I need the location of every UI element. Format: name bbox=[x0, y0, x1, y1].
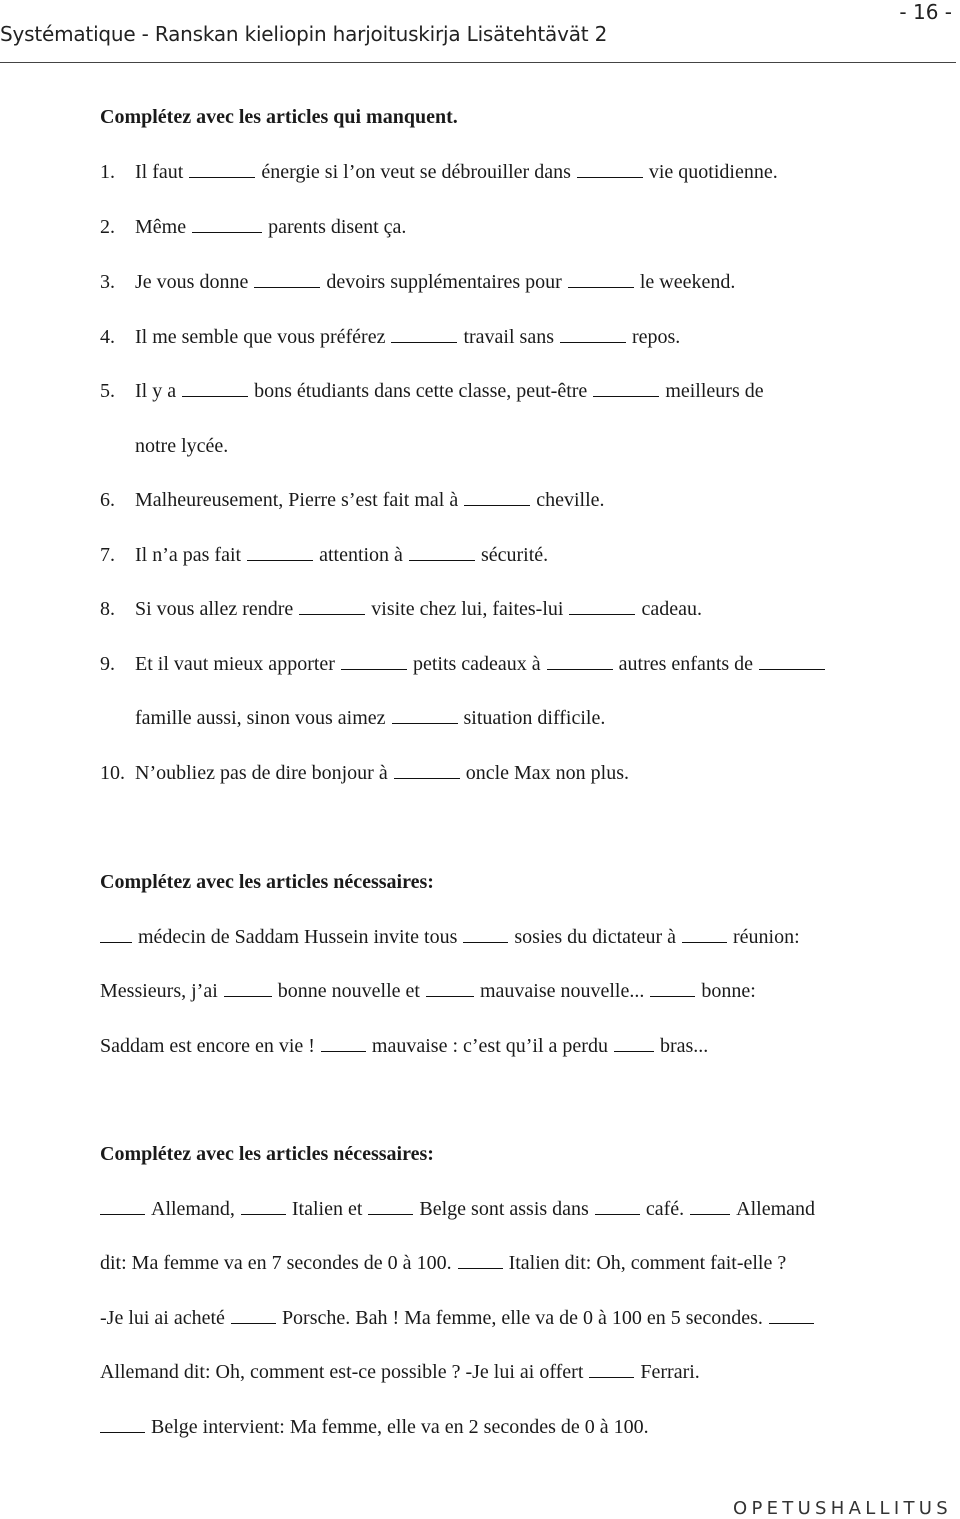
document-title: Systématique - Ranskan kieliopin harjoituskirja Lisätehtävät 2 bbox=[0, 22, 608, 46]
blank bbox=[547, 655, 613, 670]
exercise-text: bonne nouvelle et bbox=[277, 980, 420, 1002]
blank bbox=[568, 273, 634, 288]
item-text: autres enfants de bbox=[618, 653, 754, 675]
blank bbox=[299, 600, 365, 615]
blank bbox=[769, 1309, 814, 1324]
exercise-text: Saddam est encore en vie ! bbox=[100, 1035, 315, 1057]
exercise1-item-9-continued bbox=[135, 707, 605, 730]
exercise-text: bonne: bbox=[701, 980, 756, 1002]
item-text: N’oubliez pas de dire bonjour à bbox=[135, 762, 388, 784]
blank bbox=[231, 1309, 276, 1324]
item-text: sécurité. bbox=[480, 544, 549, 566]
exercise2-heading: Complétez avec les articles nécessaires: bbox=[100, 871, 434, 893]
blank bbox=[100, 1200, 145, 1215]
exercise-text: Allemand, bbox=[151, 1198, 235, 1220]
item-text: parents disent ça. bbox=[268, 216, 407, 238]
blank bbox=[321, 1037, 366, 1052]
exercise-text: mauvaise : c’est qu’il a perdu bbox=[371, 1035, 608, 1057]
item-number: 7. bbox=[100, 544, 115, 566]
blank bbox=[569, 600, 635, 615]
blank bbox=[241, 1200, 286, 1215]
exercise1-item-5 bbox=[100, 380, 764, 403]
exercise1-item-6 bbox=[100, 489, 605, 512]
exercise3-line-3 bbox=[100, 1307, 820, 1330]
exercise-text: dit: Ma femme va en 7 secondes de 0 à 100. bbox=[100, 1252, 452, 1274]
blank bbox=[100, 928, 132, 943]
blank bbox=[593, 382, 659, 397]
blank bbox=[247, 546, 313, 561]
blank bbox=[182, 382, 248, 397]
exercise1-item-8 bbox=[100, 598, 702, 621]
blank bbox=[224, 982, 272, 997]
item-text: Il y a bbox=[135, 380, 177, 402]
item-text: oncle Max non plus. bbox=[465, 762, 630, 784]
exercise1-item-2 bbox=[100, 216, 406, 239]
blank bbox=[254, 273, 320, 288]
publisher-logo: OPETUSHALLITUS bbox=[732, 1498, 952, 1519]
exercise3-line-4 bbox=[100, 1361, 700, 1384]
exercise-text: mauvaise nouvelle... bbox=[479, 980, 645, 1002]
exercise3-line-2 bbox=[100, 1252, 786, 1275]
item-text: Et il vaut mieux apporter bbox=[135, 653, 335, 675]
item-text: Je vous donne bbox=[135, 271, 249, 293]
exercise-text: Belge sont assis dans bbox=[419, 1198, 589, 1220]
blank bbox=[682, 928, 727, 943]
exercise-text: -Je lui ai acheté bbox=[100, 1307, 225, 1329]
blank bbox=[650, 982, 695, 997]
exercise-text: Allemand dit: Oh, comment est-ce possible ? -Je lui ai offert bbox=[100, 1361, 584, 1383]
exercise3-line-5 bbox=[100, 1416, 655, 1439]
blank bbox=[341, 655, 407, 670]
blank bbox=[426, 982, 474, 997]
item-text: Il n’a pas fait bbox=[135, 544, 242, 566]
item-text: Malheureusement, Pierre s’est fait mal à bbox=[135, 489, 459, 511]
item-text: Il faut bbox=[135, 161, 184, 183]
item-text: bons étudiants dans cette classe, peut-être bbox=[254, 380, 588, 402]
exercise-text: Messieurs, j’ai bbox=[100, 980, 218, 1002]
blank bbox=[464, 491, 530, 506]
blank bbox=[759, 655, 825, 670]
item-number: 5. bbox=[100, 380, 115, 402]
blank bbox=[458, 1254, 503, 1269]
page-number: - 16 - bbox=[899, 0, 952, 24]
item-number: 1. bbox=[100, 161, 115, 183]
exercise1-item-7 bbox=[100, 544, 548, 567]
item-number: 2. bbox=[100, 216, 115, 238]
blank bbox=[192, 218, 262, 233]
exercise-text: Porsche. Bah ! Ma femme, elle va de 0 à 100 en 5 secondes. bbox=[281, 1307, 763, 1329]
item-number: 4. bbox=[100, 326, 115, 348]
exercise1-item-5-continued: notre lycée. bbox=[135, 435, 229, 457]
exercise1-item-10 bbox=[100, 762, 629, 785]
item-text: cadeau. bbox=[641, 598, 702, 620]
exercise1-heading: Complétez avec les articles qui manquent. bbox=[100, 106, 458, 128]
exercise2-line-3 bbox=[100, 1035, 708, 1058]
exercise-text: Belge intervient: Ma femme, elle va en 2 secondes de 0 à 100. bbox=[151, 1416, 649, 1438]
item-text: énergie si l’on veut se débrouiller dans bbox=[261, 161, 571, 183]
blank bbox=[463, 928, 508, 943]
blank bbox=[560, 328, 626, 343]
exercise1-item-9 bbox=[100, 653, 831, 676]
item-text: petits cadeaux à bbox=[412, 653, 541, 675]
exercise3-line-1 bbox=[100, 1198, 821, 1221]
item-text: famille aussi, sinon vous aimez bbox=[135, 707, 386, 729]
exercise-text: café. bbox=[645, 1198, 685, 1220]
exercise-text: médecin de Saddam Hussein invite tous bbox=[138, 926, 458, 948]
item-number: 8. bbox=[100, 598, 115, 620]
item-text: cheville. bbox=[536, 489, 605, 511]
header-divider bbox=[0, 62, 956, 63]
item-text: Il me semble que vous préférez bbox=[135, 326, 386, 348]
exercise-text: Italien dit: Oh, comment fait-elle ? bbox=[508, 1252, 787, 1274]
item-number: 10. bbox=[100, 762, 125, 784]
exercise1-item-4 bbox=[100, 326, 680, 349]
item-text: visite chez lui, faites-lui bbox=[371, 598, 564, 620]
item-text: meilleurs de bbox=[665, 380, 764, 402]
item-text: Même bbox=[135, 216, 187, 238]
exercise2-line-2 bbox=[100, 980, 756, 1003]
blank bbox=[614, 1037, 654, 1052]
item-text: Si vous allez rendre bbox=[135, 598, 294, 620]
blank bbox=[595, 1200, 640, 1215]
blank bbox=[409, 546, 475, 561]
item-text: situation difficile. bbox=[463, 707, 606, 729]
exercise3-heading: Complétez avec les articles nécessaires: bbox=[100, 1143, 434, 1165]
blank bbox=[368, 1200, 413, 1215]
item-text: le weekend. bbox=[639, 271, 736, 293]
item-number: 9. bbox=[100, 653, 115, 675]
item-number: 3. bbox=[100, 271, 115, 293]
exercise1-item-1 bbox=[100, 161, 778, 184]
item-text: travail sans bbox=[463, 326, 554, 348]
exercise-text: bras... bbox=[659, 1035, 709, 1057]
blank bbox=[391, 328, 457, 343]
item-text: attention à bbox=[319, 544, 403, 566]
item-text: repos. bbox=[631, 326, 681, 348]
blank bbox=[394, 764, 460, 779]
blank bbox=[589, 1363, 634, 1378]
item-text: devoirs supplémentaires pour bbox=[326, 271, 562, 293]
exercise-text: Italien et bbox=[291, 1198, 363, 1220]
blank bbox=[577, 163, 643, 178]
exercise2-line-1 bbox=[100, 926, 806, 949]
blank bbox=[189, 163, 255, 178]
exercise1-item-3 bbox=[100, 271, 735, 294]
exercise-text: Allemand bbox=[736, 1198, 816, 1220]
exercise-text: sosies du dictateur à bbox=[514, 926, 677, 948]
item-text: vie quotidienne. bbox=[648, 161, 778, 183]
item-number: 6. bbox=[100, 489, 115, 511]
blank bbox=[100, 1418, 145, 1433]
exercise-text: réunion: bbox=[733, 926, 800, 948]
blank bbox=[392, 709, 458, 724]
blank bbox=[690, 1200, 730, 1215]
exercise-text: Ferrari. bbox=[640, 1361, 700, 1383]
